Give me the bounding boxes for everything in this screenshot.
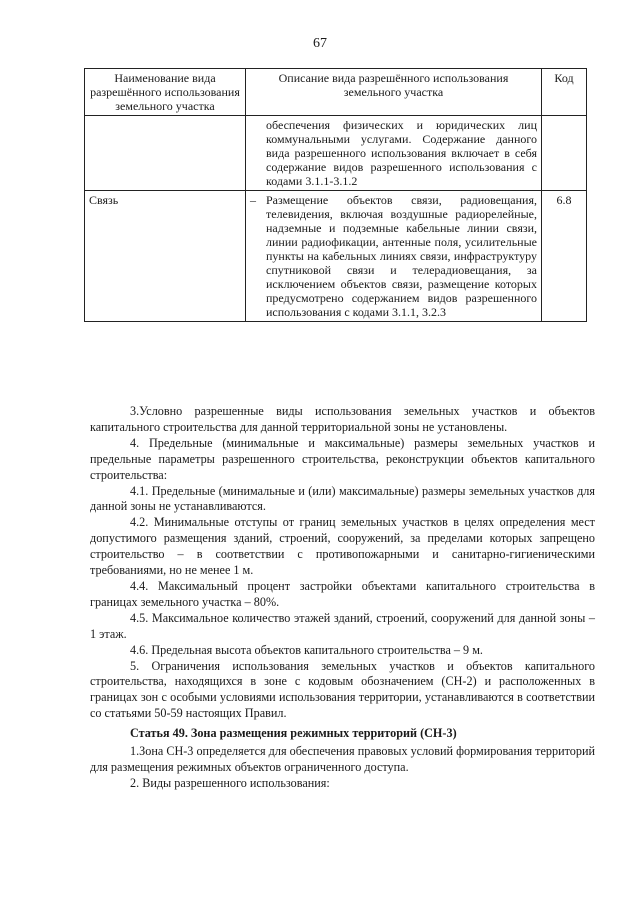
- dash-marker: –: [250, 193, 256, 207]
- land-use-table: [84, 68, 587, 322]
- cell-description: [246, 191, 542, 322]
- section-2: 2. Виды разрешенного использования:: [130, 775, 330, 790]
- cell-name: [85, 116, 246, 191]
- header-code: Код: [542, 69, 587, 116]
- cell-description: [246, 116, 542, 191]
- cell-name: Связь: [85, 191, 246, 322]
- table-row: [85, 191, 587, 322]
- paragraph-4-5: 4.5. Максимальное количество этажей зданий, строений, сооружений для данной зоны – 1 этаж.: [90, 610, 595, 641]
- paragraph-4-4: 4.4. Максимальный процент застройки объектами капитального строительства в границах земельного участка – 80%.: [90, 578, 595, 609]
- paragraph-4-1: 4.1. Предельные (минимальные и (или) максимальные) размеры земельных участков для данной зоны не устанавливаются.: [90, 483, 595, 514]
- cell-code: 6.8: [542, 191, 587, 322]
- header-name: Наименование вида разрешённого использования земельного участка: [85, 69, 246, 116]
- page-number: 67: [313, 36, 327, 51]
- paragraph-4-6: 4.6. Предельная высота объектов капитального строительства – 9 м.: [130, 642, 483, 657]
- cell-code: [542, 116, 587, 191]
- document-body: [90, 404, 595, 792]
- description-text: обеспечения физических и юридических лиц коммунальными услугами. Содержание данного вида разрешенного использования включает в себя содержание видов разрешенного использования с кодами 3.1.1-3.1.2: [266, 118, 537, 188]
- paragraph-3: 3.Условно разрешенные виды использования земельных участков и объектов капитального строительства для данной территориальной зоны не установлены.: [90, 404, 595, 434]
- paragraph-4-2: 4.2. Минимальные отступы от границ земельных участков в целях определения мест допустимого размещения зданий, строений, сооружений, за пределами которых запрещено строительство – в соответствии с противопожарными и санитарно-гигиеническими требованиями, но не менее 1 м.: [90, 515, 595, 578]
- header-description: Описание вида разрешённого использования земельного участка: [246, 69, 542, 116]
- paragraph-4: 4. Предельные (минимальные и максимальные) размеры земельных участков и предельные параметры разрешенного строительства, реконструкции объектов капитального строительства:: [90, 435, 595, 482]
- paragraph-5: 5. Ограничения использования земельных участков и объектов капитального строительства, находящихся в зоне с кодовым обозначением (СН-2) и расположенных в границах зон с особыми условиями использования территории, устанавливаются в соответствии со статьями 50-59 настоящих Правил.: [90, 658, 595, 721]
- section-1: 1.Зона СН-3 определяется для обеспечения правовых условий формирования территорий для размещения режимных объектов ограниченного доступа.: [90, 744, 595, 774]
- table-row: [85, 116, 587, 191]
- table-header-row: [85, 69, 587, 116]
- description-text: Размещение объектов связи, радиовещания, телевидения, включая воздушные радиорелейные, надземные и подземные кабельные линии связи, линии радиофикации, антенные поля, усилительные пункты на кабельных линиях связи, инфраструктуру спутниковой связи и телерадиовещания, за исключением объектов связи, размещение которых предусмотрено содержанием видов разрешенного использования с кодами 3.1.1, 3.2.3: [266, 193, 537, 319]
- article-heading: Статья 49. Зона размещения режимных территорий (СН-3): [130, 726, 457, 741]
